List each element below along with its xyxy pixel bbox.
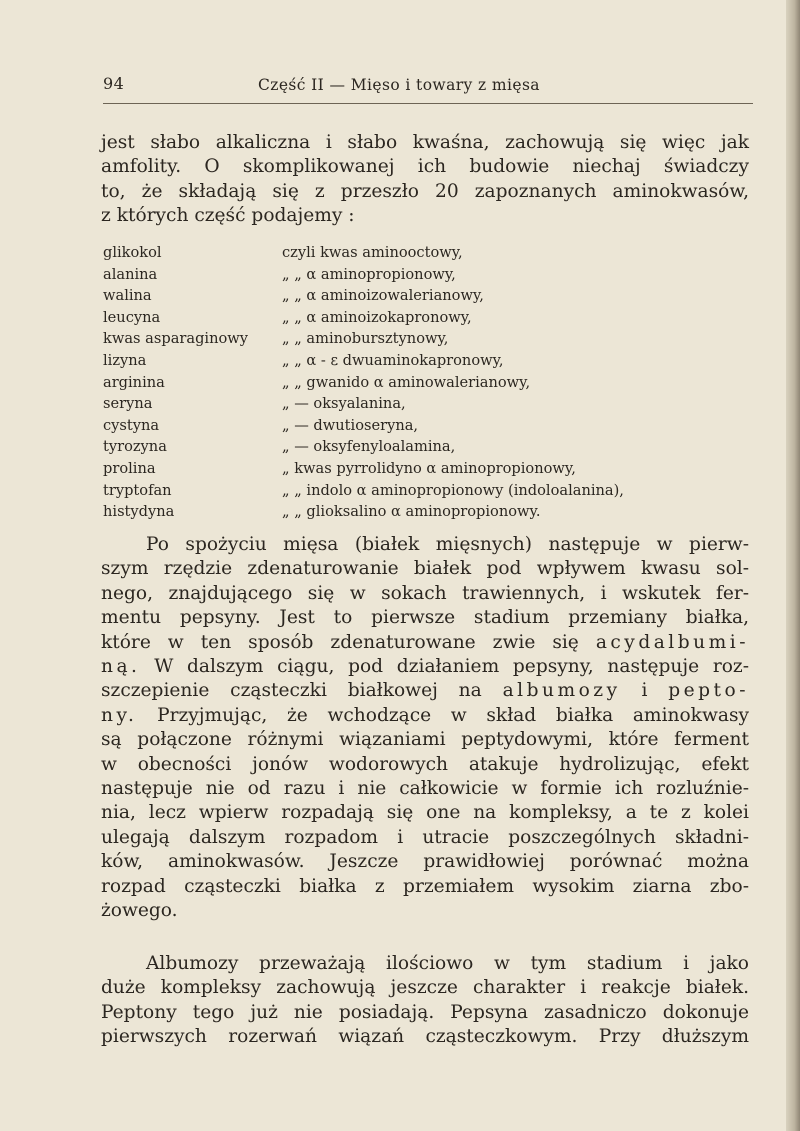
text-line: jest słabo alkaliczna i słabo kwaśna, zachowują się więc jak <box>101 132 749 153</box>
amino-acid-name: seryna <box>103 395 153 413</box>
amino-acid-description: „ „ indolo α aminopropionowy (indoloalanina), <box>282 481 624 499</box>
text-fragment: które w ten sposób zdenaturowane zwie się <box>101 631 596 653</box>
amino-acid-description: „ „ aminobursztynowy, <box>282 330 449 348</box>
text-line: to, że składają się z przeszło 20 zapoznanych aminokwasów, <box>101 180 749 202</box>
page-edge <box>786 0 800 1131</box>
body-paragraph-1 <box>101 533 749 924</box>
text-line: pierwszych rozerwań wiązań cząsteczkowym. Przy dłuższym <box>101 1026 749 1048</box>
list-item <box>103 436 753 458</box>
amino-acid-name: alanina <box>103 265 158 283</box>
list-item <box>103 328 753 350</box>
text-line: z których część podajemy : <box>101 205 355 227</box>
intro-paragraph <box>101 131 749 229</box>
amino-acid-description: „ „ α aminopropionowy, <box>282 265 456 283</box>
amino-acid-name: leucyna <box>103 308 161 326</box>
list-item <box>103 393 753 415</box>
emphasized-term: albumozy <box>502 680 621 702</box>
text-line: nia, lecz wpierw rozpadają się one na kompleksy, a te z kolei <box>101 802 749 824</box>
text-line: ków, aminokwasów. Jeszcze prawidłowiej porównać można <box>101 851 749 873</box>
text-line: ulegają dalszym rozpadom i utracie poszczególnych składni- <box>101 826 749 848</box>
list-item <box>103 350 753 372</box>
text-line: żowego. <box>101 900 178 922</box>
text-fragment: Przyjmując, że wchodzące w skład białka aminokwasy <box>137 704 749 726</box>
list-item <box>103 415 753 437</box>
amino-acid-name: arginina <box>103 373 165 391</box>
text-line <box>101 679 749 703</box>
text-line: są połączone różnymi wiązaniami peptydowymi, które ferment <box>101 729 749 751</box>
list-item <box>103 372 753 394</box>
text-fragment: i <box>620 680 669 702</box>
text-line: szym rzędzie zdenaturowanie białek pod wpływem kwasu sol- <box>101 558 749 580</box>
list-item <box>103 285 753 307</box>
text-line <box>101 655 749 679</box>
amino-acid-description: „ — oksyalanina, <box>282 395 406 413</box>
page-header <box>103 74 753 96</box>
amino-acid-name: glikokol <box>103 244 162 261</box>
list-item <box>103 458 753 480</box>
text-fragment: szczepienie cząsteczki białkowej na <box>101 680 503 702</box>
text-line: duże kompleksy zachowują jeszcze charakter i reakcje białek. <box>101 977 749 999</box>
text-line <box>101 704 749 728</box>
list-item <box>103 307 753 329</box>
text-line: Po spożyciu mięsa (białek mięsnych) następuje w pierw- <box>146 534 749 555</box>
amino-acid-description: „ „ gwanido α aminowalerianowy, <box>282 373 531 391</box>
text-line: rozpad cząsteczki białka z przemiałem wysokim ziarna zbo- <box>101 875 749 897</box>
amino-acid-description: „ kwas pyrrolidyno α aminopropionowy, <box>282 459 576 477</box>
amino-acid-description: „ „ α - ε dwuaminokapronowy, <box>282 351 504 369</box>
amino-acid-description: „ „ glioksalino α aminopropionowy. <box>282 503 541 521</box>
list-item <box>103 264 753 286</box>
text-fragment: W dalszym ciągu, pod działaniem pepsyny, następuje roz- <box>140 656 749 678</box>
amino-acid-description: czyli kwas aminooctowy, <box>282 244 463 261</box>
amino-acid-description: „ „ α aminoizokapronowy, <box>282 308 472 326</box>
emphasized-term: ny. <box>101 704 138 726</box>
text-line <box>101 631 749 655</box>
amino-acid-name: tyrozyna <box>103 438 167 456</box>
list-item <box>103 501 753 523</box>
text-line: Peptony tego już nie posiadają. Pepsyna zasadniczo dokonuje <box>101 1001 749 1023</box>
amino-acid-name: lizyna <box>103 351 147 369</box>
text-line: amfolity. O skomplikowanej ich budowie niechaj świadczy <box>101 156 749 178</box>
emphasized-term: ną. <box>101 656 141 678</box>
text-line: nego, znajdującego się w sokach trawiennych, i wskutek fer- <box>101 582 749 604</box>
text-line: Albumozy przeważają ilościowo w tym stadium i jako <box>146 953 749 974</box>
header-rule <box>103 103 753 104</box>
list-item <box>103 480 753 502</box>
emphasized-term: acydalbumi- <box>595 631 749 653</box>
amino-acid-list <box>103 242 753 523</box>
running-head: Część II — Mięso i towary z mięsa <box>258 76 540 94</box>
page-number: 94 <box>103 74 125 93</box>
amino-acid-name: prolina <box>103 459 156 477</box>
text-line: następuje nie od razu i nie całkowicie w formie ich rozluźnie- <box>101 778 749 800</box>
list-item <box>103 242 753 264</box>
amino-acid-description: „ — dwutioseryna, <box>282 416 419 434</box>
text-line: mentu pepsyny. Jest to pierwsze stadium przemiany białka, <box>101 607 749 629</box>
emphasized-term: pepto- <box>668 680 749 702</box>
amino-acid-name: walina <box>103 287 152 305</box>
amino-acid-name: kwas asparaginowy <box>103 330 249 348</box>
amino-acid-name: cystyna <box>103 416 160 434</box>
body-paragraph-2 <box>101 952 749 1050</box>
amino-acid-name: histydyna <box>103 503 175 521</box>
amino-acid-name: tryptofan <box>103 481 172 499</box>
text-line: w obecności jonów wodorowych atakuje hydrolizując, efekt <box>101 753 749 775</box>
amino-acid-description: „ — oksyfenyloalamina, <box>282 438 456 456</box>
amino-acid-description: „ „ α aminoizowalerianowy, <box>282 287 484 305</box>
